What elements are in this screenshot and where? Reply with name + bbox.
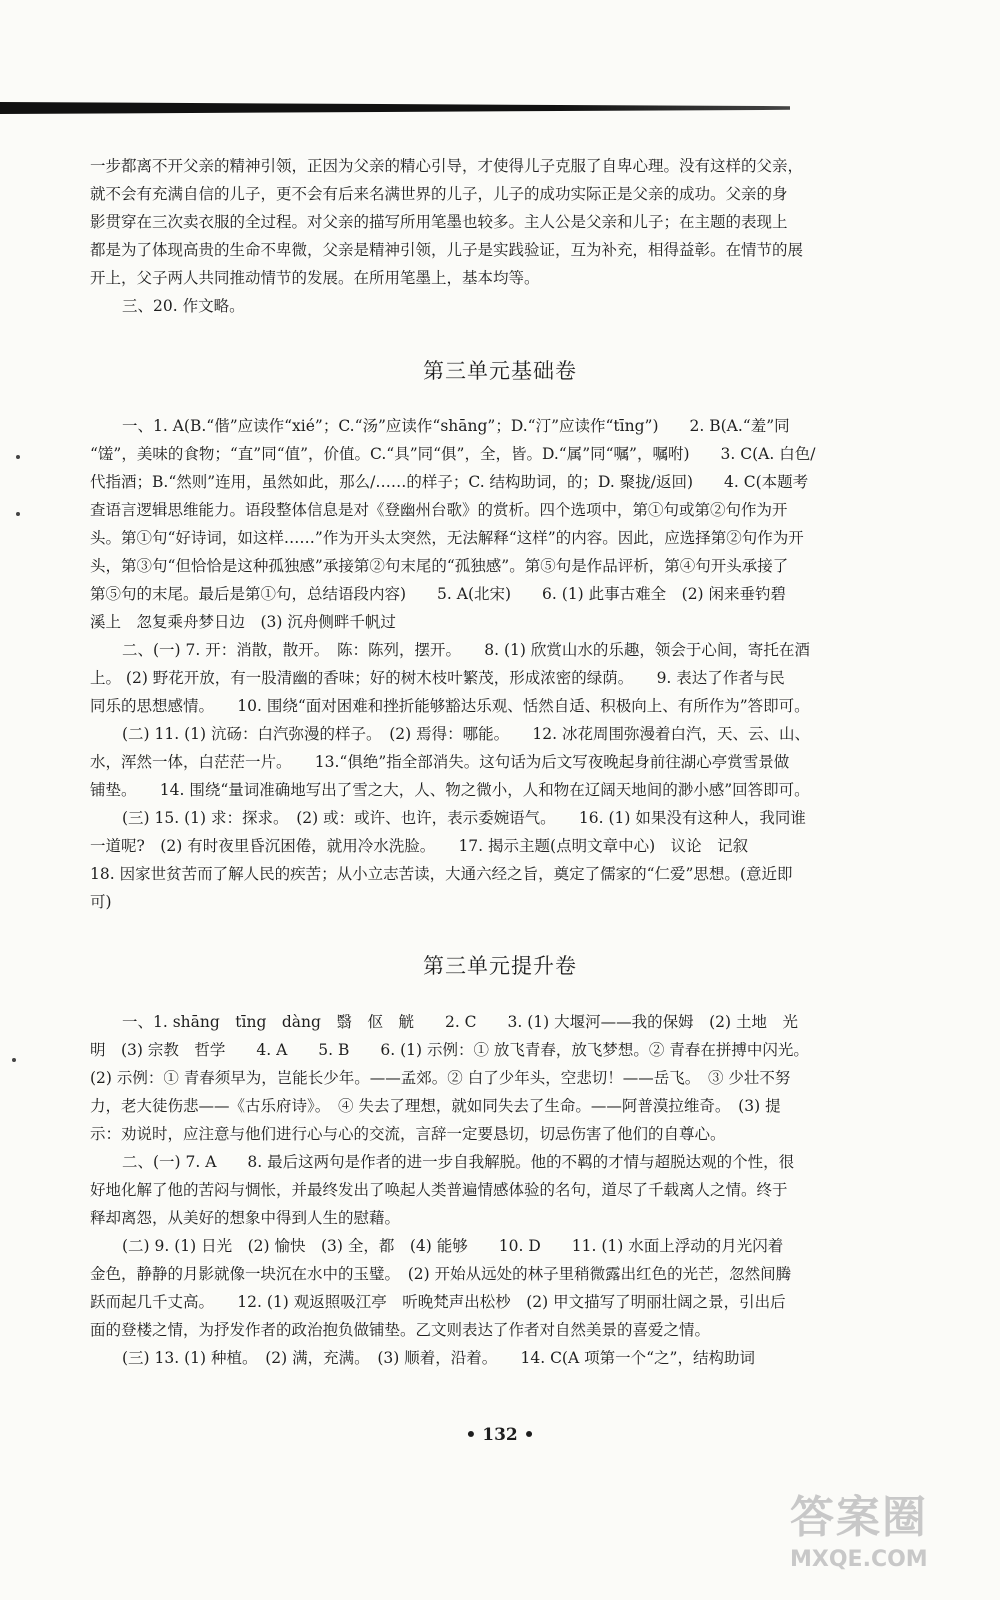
watermark-url: MXQE.COM	[790, 1547, 928, 1572]
text-line: 头。第①句“好诗词，如这样……”作为开头太突然，无法解释“这样”的内容。因此，应选择第②句作为开	[90, 529, 804, 547]
text-line: “馐”，美味的食物；“直”同“值”，价值。C.“具”同“俱”，全，皆。D.“属”同“嘱”，嘱咐) 3. C(A. 白色/	[90, 445, 816, 463]
text-line: 一、1. shāng tīng dàng 翳 伛 觥 2. C 3. (1) 大堰河——我的保姆 (2) 土地 光	[122, 1013, 799, 1031]
text-line: 都是为了体现高贵的生命不卑微，父亲是精神引领，儿子是实践验证，互为补充，相得益彰。在情节的展	[90, 241, 804, 259]
text-line: 代指酒；B.“然则”连用，虽然如此，那么/……的样子；C. 结构助词，的；D. 聚拢/返回) 4. C(本题考	[90, 473, 809, 491]
text-line: (2) 示例：① 青春须早为，岂能长少年。——孟郊。② 白了少年头，空悲切！——岳飞。 ③ 少壮不努	[90, 1069, 791, 1087]
text-line: 就不会有充满自信的儿子，更不会有后来名满世界的儿子，儿子的成功实际正是父亲的成功。父亲的身	[90, 185, 788, 203]
text-line: 一步都离不开父亲的精神引领，正因为父亲的精心引导，才使得儿子克服了自卑心理。没有这样的父亲，	[90, 157, 804, 175]
text-line: 18. 因家世贫苦而了解人民的疾苦；从小立志苦读，大通六经之旨，奠定了儒家的“仁爱”思想。(意近即	[90, 865, 793, 883]
continuation-block	[90, 152, 860, 320]
section-title-basic: 第三单元基础卷	[423, 359, 577, 383]
text-line: 明 (3) 宗教 哲学 4. A 5. B 6. (1) 示例：① 放飞青春，放飞梦想。② 青春在拼搏中闪光。	[90, 1041, 809, 1059]
text-line: 影贯穿在三次卖衣服的全过程。对父亲的描写所用笔墨也较多。主人公是父亲和儿子；在主题的表现上	[90, 213, 788, 231]
text-line: 示：劝说时，应注意与他们进行心与心的交流，言辞一定要恳切，切忌伤害了他们的自尊心。	[90, 1125, 726, 1143]
text-line: (三) 15. (1) 求：探求。 (2) 或：或许、也许，表示委婉语气。 16. (1) 如果没有这种人，我同谁	[122, 809, 806, 827]
section-advanced-body	[90, 1008, 860, 1372]
text-line: 开上，父子两人共同推动情节的发展。在所用笔墨上，基本均等。	[90, 269, 540, 287]
text-line: 释却离怨，从美好的想象中得到人生的慰藉。	[90, 1209, 401, 1227]
watermark-logo-text: 答案圈	[790, 1492, 928, 1543]
text-line: 可)	[90, 893, 112, 911]
continuation-lines	[90, 152, 860, 292]
text-line: 一、1. A(B.“偕”应读作“xié”；C.“汤”应读作“shāng”；D.“汀”应读作“tīng”) 2. B(A.“羞”同	[122, 417, 790, 435]
text-line: 第⑤句的末尾。最后是第①句，总结语段内容) 5. A(北宋) 6. (1) 此事古难全 (2) 闲来垂钓碧	[90, 585, 787, 603]
text-line: 面的登楼之情，为抒发作者的政治抱负做铺垫。乙文则表达了作者对自然美景的喜爱之情。	[90, 1321, 711, 1339]
text-line: 一道呢? (2) 有时夜里昏沉困倦，就用冷水洗脸。 17. 揭示主题(点明文章中心) 议论 记叙	[90, 837, 749, 855]
text-line: 同乐的思想感情。 10. 围绕“面对困难和挫折能够豁达乐观、恬然自适、积极向上、有所作为”答即可。	[90, 697, 810, 715]
margin-dot	[16, 455, 20, 459]
section-advanced-lines	[90, 1008, 860, 1372]
text-line: 头，第③句“但恰恰是这种孤独感”承接第②句末尾的“孤独感”。第⑤句是作品评析，第④句开头承接了	[90, 557, 789, 575]
text-line: 二、(一) 7. A 8. 最后这两句是作者的进一步自我解脱。他的不羁的才情与超脱达观的个性，很	[122, 1153, 795, 1171]
text-line: 二、(一) 7. 开：消散，散开。 陈：陈列，摆开。 8. (1) 欣赏山水的乐趣，领会于心间，寄托在酒	[122, 641, 810, 659]
text-line: (二) 11. (1) 沆砀：白汽弥漫的样子。 (2) 焉得：哪能。 12. 冰花周围弥漫着白汽，天、云、山、	[122, 725, 810, 743]
margin-dot	[12, 1058, 16, 1062]
margin-dot	[16, 512, 20, 516]
text-line: (三) 13. (1) 种植。 (2) 满，充满。 (3) 顺着，沿着。 14. C(A 项第一个“之”，结构助词	[122, 1349, 755, 1367]
text-line: 上。 (2) 野花开放，有一股清幽的香味；好的树木枝叶繁茂，形成浓密的绿荫。 9. 表达了作者与民	[90, 669, 785, 687]
section-basic-body	[90, 412, 860, 916]
section-title-advanced: 第三单元提升卷	[423, 954, 577, 978]
watermark-logo	[790, 1490, 980, 1590]
continuation-end: 三、20. 作文略。	[122, 297, 245, 315]
text-line: 溪上 忽复乘舟梦日边 (3) 沉舟侧畔千帆过	[90, 613, 396, 631]
text-line: 查语言逻辑思维能力。语段整体信息是对《登幽州台歌》的赏析。四个选项中，第①句或第②句作为开	[90, 501, 788, 519]
text-line: 力，老大徒伤悲——《古乐府诗》。 ④ 失去了理想，就如同失去了生命。——阿普漠拉维奇。 (3) 提	[90, 1097, 781, 1115]
section-basic-lines	[90, 412, 860, 916]
text-line: 水，浑然一体，白茫茫一片。 13.“俱绝”指全部消失。这句话为后文写夜晚起身前往湖心亭赏雪景做	[90, 753, 790, 771]
text-line: 铺垫。 14. 围绕“量词准确地写出了雪之大，人、物之微小，人和物在辽阔天地间的渺小感”回答即可。	[90, 781, 810, 799]
text-line: 金色，静静的月影就像一块沉在水中的玉璧。 (2) 开始从远处的林子里稍微露出红色的光芒，忽然间腾	[90, 1265, 792, 1283]
text-line: (二) 9. (1) 日光 (2) 愉快 (3) 全，都 (4) 能够 10. D 11. (1) 水面上浮动的月光闪着	[122, 1237, 784, 1255]
page-number: • 132 •	[465, 1425, 535, 1445]
text-line: 跃而起几千丈高。 12. (1) 观返照吸江亭 听晚梵声出松杪 (2) 甲文描写了明丽壮阔之景，引出后	[90, 1293, 786, 1311]
text-line: 好地化解了他的苦闷与惆怅，并最终发出了唤起人类普遍情感体验的名句，道尽了千载离人之情。终于	[90, 1181, 788, 1199]
top-rule	[0, 102, 790, 114]
